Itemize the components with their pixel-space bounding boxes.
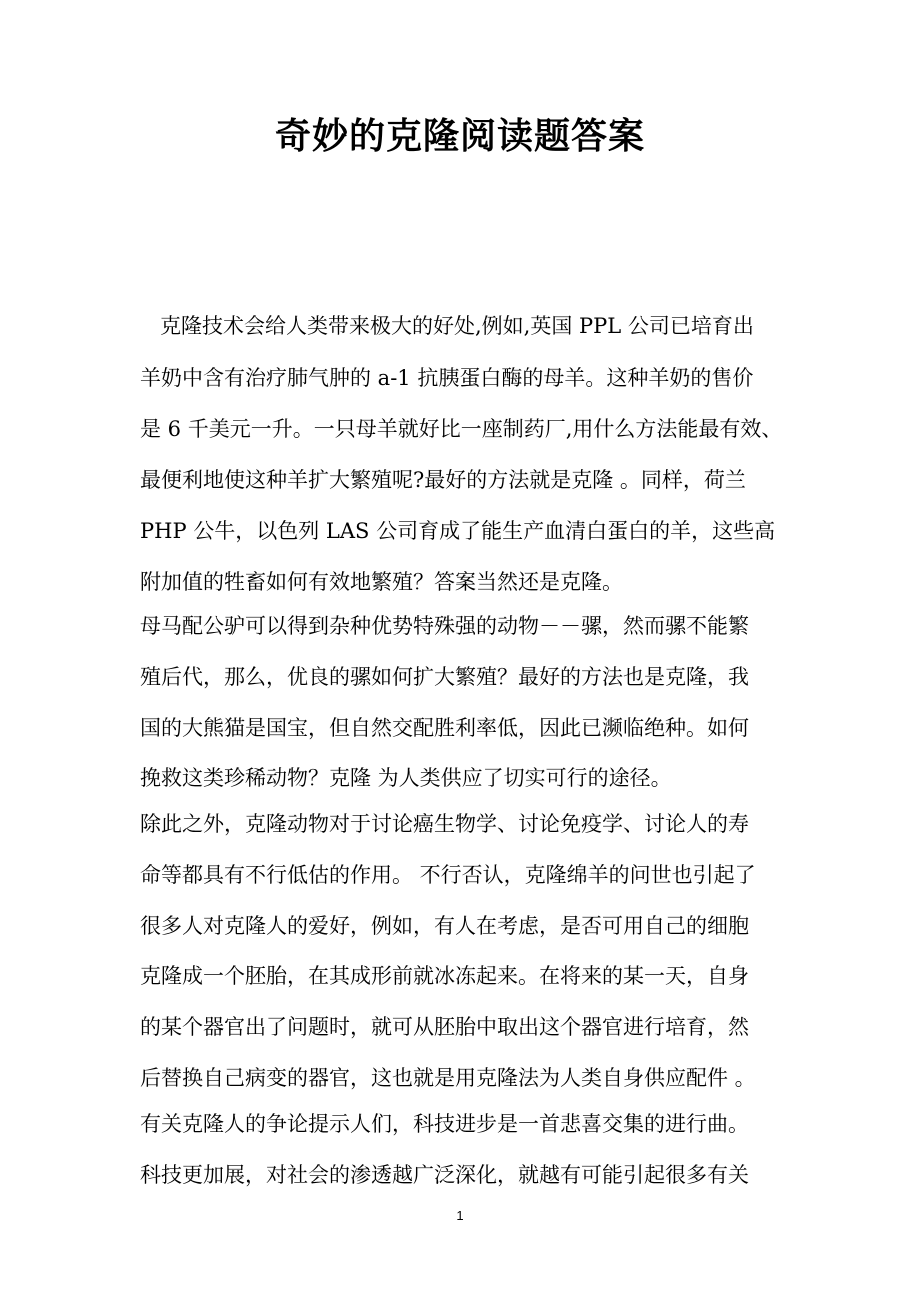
body-line: 有关克隆人的争论提示人们，科技进步是一首悲喜交集的进行曲。: [140, 1112, 749, 1136]
body-line: PHP 公牛，以色列 LAS 公司育成了能生产血清白蛋白的羊，这些高: [140, 519, 776, 543]
body-line: 国的大熊猫是国宝，但自然交配胜利率低，因此已濒临绝种。如何: [140, 716, 749, 740]
page-number: 1: [456, 1208, 464, 1223]
body-line: 的某个器官出了问题时，就可从胚胎中取出这个器官进行培育，然: [140, 1015, 749, 1039]
body-line: 后替换自己病变的器官，这也就是用克隆法为人类自身供应配件 。: [140, 1066, 756, 1090]
body-line: 殖后代，那么，优良的骡如何扩大繁殖？最好的方法也是克隆，我: [140, 665, 749, 689]
body-line: 除此之外，克隆动物对于讨论癌生物学、讨论免疫学、讨论人的寿: [140, 812, 749, 836]
body-line: 很多人对克隆人的爱好，例如，有人在考虑，是否可用自己的细胞: [140, 914, 749, 938]
body-line: 羊奶中含有治疗肺气肿的 a-1 抗胰蛋白酶的母羊。这种羊奶的售价: [140, 366, 754, 390]
body-line: 最便利地使这种羊扩大繁殖呢?最好的方法就是克隆 。同样，荷兰: [140, 468, 746, 492]
document-title: 奇妙的克隆阅读题答案: [274, 115, 645, 157]
body-line: 科技更加展，对社会的渗透越广泛深化，就越有可能引起很多有关: [140, 1163, 749, 1187]
body-line: 挽救这类珍稀动物？克隆 为人类供应了切实可行的途径。: [140, 766, 672, 790]
body-line: 命等都具有不行低估的作用。 不行否认，克隆绵羊的问世也引起了: [140, 863, 756, 887]
body-line: 是 6 千美元一升。一只母羊就好比一座制药厂,用什么方法能最有效、: [140, 417, 783, 441]
body-line: 母马配公驴可以得到杂种优势特殊强的动物－－骡，然而骡不能繁: [140, 614, 749, 638]
body-line: 附加值的牲畜如何有效地繁殖？答案当然还是克隆。: [140, 570, 623, 594]
body-line: 克隆技术会给人类带来极大的好处,例如,英国 PPL 公司已培育出: [160, 314, 754, 338]
body-line: 克隆成一个胚胎，在其成形前就冰冻起来。在将来的某一天，自身: [140, 964, 749, 988]
